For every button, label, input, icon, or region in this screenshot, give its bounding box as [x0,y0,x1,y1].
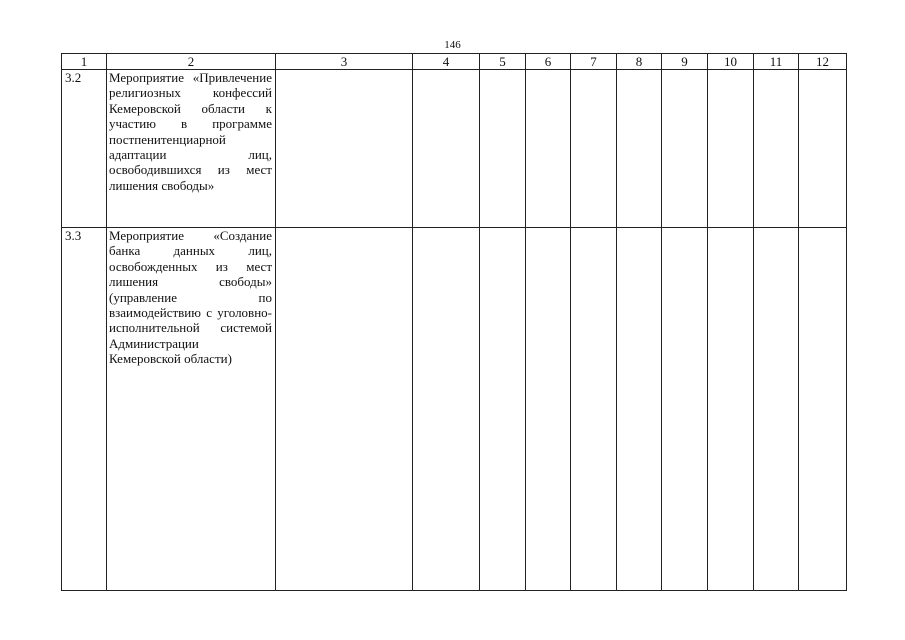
empty-cell [526,228,571,591]
empty-cell [571,228,617,591]
empty-cell [480,228,526,591]
row-description: Мероприятие «Создание банка данных лиц, освобожденных из мест лишения свободы» (управление по взаимодействию с уголовно-исполнительной системой Администрации Кемеровской области) [107,228,276,591]
empty-cell [662,70,708,228]
empty-cell [617,70,662,228]
row-number: 3.3 [62,228,107,591]
column-header: 4 [413,54,480,70]
empty-cell [526,70,571,228]
table-row [62,70,847,228]
empty-cell [413,70,480,228]
empty-cell [754,70,799,228]
empty-cell [708,228,754,591]
empty-cell [276,70,413,228]
column-header: 2 [107,54,276,70]
empty-cell [799,70,847,228]
empty-cell [754,228,799,591]
header-row [62,54,847,70]
column-header: 11 [754,54,799,70]
page-number: 146 [444,39,461,51]
row-description: Мероприятие «Привлечение религиозных конфессий Кемеровской области к участию в программе постпенитенциарной адаптации лиц, освободившихся из мест лишения свободы» [107,70,276,228]
empty-cell [413,228,480,591]
column-header: 6 [526,54,571,70]
row-number: 3.2 [62,70,107,228]
empty-cell [799,228,847,591]
column-header: 1 [62,54,107,70]
column-header: 5 [480,54,526,70]
column-header: 10 [708,54,754,70]
column-header: 8 [617,54,662,70]
column-header: 12 [799,54,847,70]
empty-cell [571,70,617,228]
empty-cell [662,228,708,591]
empty-cell [617,228,662,591]
table-row [62,228,847,591]
column-header: 7 [571,54,617,70]
program-table [61,53,847,591]
empty-cell [708,70,754,228]
empty-cell [276,228,413,591]
empty-cell [480,70,526,228]
column-header: 3 [276,54,413,70]
column-header: 9 [662,54,708,70]
